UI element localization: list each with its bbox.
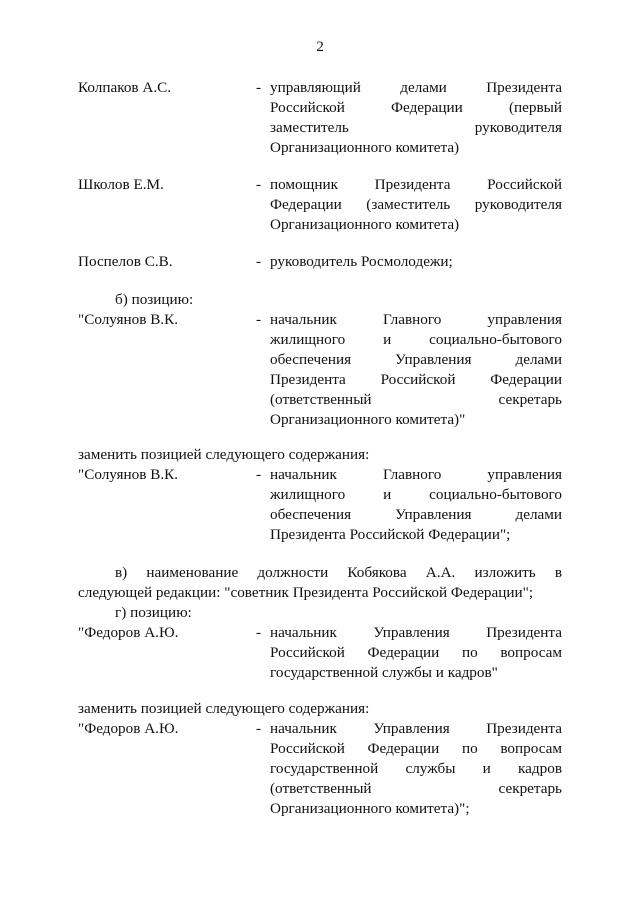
person-name: "Солуянов В.К. xyxy=(78,311,179,328)
person-name: Колпаков А.С. xyxy=(78,79,172,96)
desc-line: управляющий делами Президента xyxy=(270,79,562,96)
desc-line: начальник Управления Президента xyxy=(270,720,562,737)
item-b-label: б) позицию: xyxy=(115,291,194,308)
desc-line: начальник Главного управления xyxy=(270,466,562,483)
desc-line: Российской Федерации по вопросам xyxy=(270,644,562,661)
position-description xyxy=(270,252,562,272)
paragraph-line: в) наименование должности Кобякова А.А. изложить в xyxy=(115,564,562,581)
position-description xyxy=(270,719,562,819)
desc-line: помощник Президента Российской xyxy=(270,176,562,193)
desc-line: Организационного комитета) xyxy=(270,139,460,156)
desc-line: государственной службы и кадров xyxy=(270,760,562,777)
item-v-paragraph xyxy=(115,563,562,583)
position-description xyxy=(270,465,562,545)
dash: - xyxy=(256,79,262,96)
person-name: "Солуянов В.К. xyxy=(78,466,179,483)
page-number: 2 xyxy=(316,38,324,55)
position-description xyxy=(270,623,562,683)
desc-line: начальник Управления Президента xyxy=(270,624,562,641)
desc-line: (ответственный секретарь xyxy=(270,391,562,408)
desc-line: Президента Российской Федерации"; xyxy=(270,526,511,543)
replace-label: заменить позицией следующего содержания: xyxy=(78,446,370,463)
desc-line: Федерации (заместитель руководителя xyxy=(270,196,562,213)
item-g-label: г) позицию: xyxy=(115,604,192,621)
desc-line: обеспечения Управления делами xyxy=(270,351,562,368)
dash: - xyxy=(256,253,262,270)
position-description xyxy=(270,175,562,235)
desc-line: государственной службы и кадров" xyxy=(270,664,498,681)
person-name: Школов Е.М. xyxy=(78,176,164,193)
desc-line: Организационного комитета)"; xyxy=(270,800,470,817)
desc-line: обеспечения Управления делами xyxy=(270,506,562,523)
desc-line: Президента Российской Федерации xyxy=(270,371,562,388)
desc-line: руководитель Росмолодежи; xyxy=(270,253,453,270)
person-name: "Федоров А.Ю. xyxy=(78,624,179,641)
dash: - xyxy=(256,624,262,641)
desc-line: начальник Главного управления xyxy=(270,311,562,328)
dash: - xyxy=(256,311,262,328)
person-name: Поспелов С.В. xyxy=(78,253,173,270)
desc-line: Российской Федерации по вопросам xyxy=(270,740,562,757)
desc-line: Организационного комитета)" xyxy=(270,411,466,428)
person-name: "Федоров А.Ю. xyxy=(78,720,179,737)
desc-line: Российской Федерации (первый xyxy=(270,99,562,116)
desc-line: жилищного и социально-бытового xyxy=(270,486,562,503)
desc-line: Организационного комитета) xyxy=(270,216,460,233)
position-description xyxy=(270,310,562,430)
replace-label: заменить позицией следующего содержания: xyxy=(78,700,370,717)
desc-line: (ответственный секретарь xyxy=(270,780,562,797)
dash: - xyxy=(256,720,262,737)
dash: - xyxy=(256,466,262,483)
desc-line: жилищного и социально-бытового xyxy=(270,331,562,348)
position-description xyxy=(270,78,562,158)
dash: - xyxy=(256,176,262,193)
desc-line: заместитель руководителя xyxy=(270,119,562,136)
item-v-paragraph-line2: следующей редакции: "советник Президента Российской Федерации"; xyxy=(78,584,534,601)
